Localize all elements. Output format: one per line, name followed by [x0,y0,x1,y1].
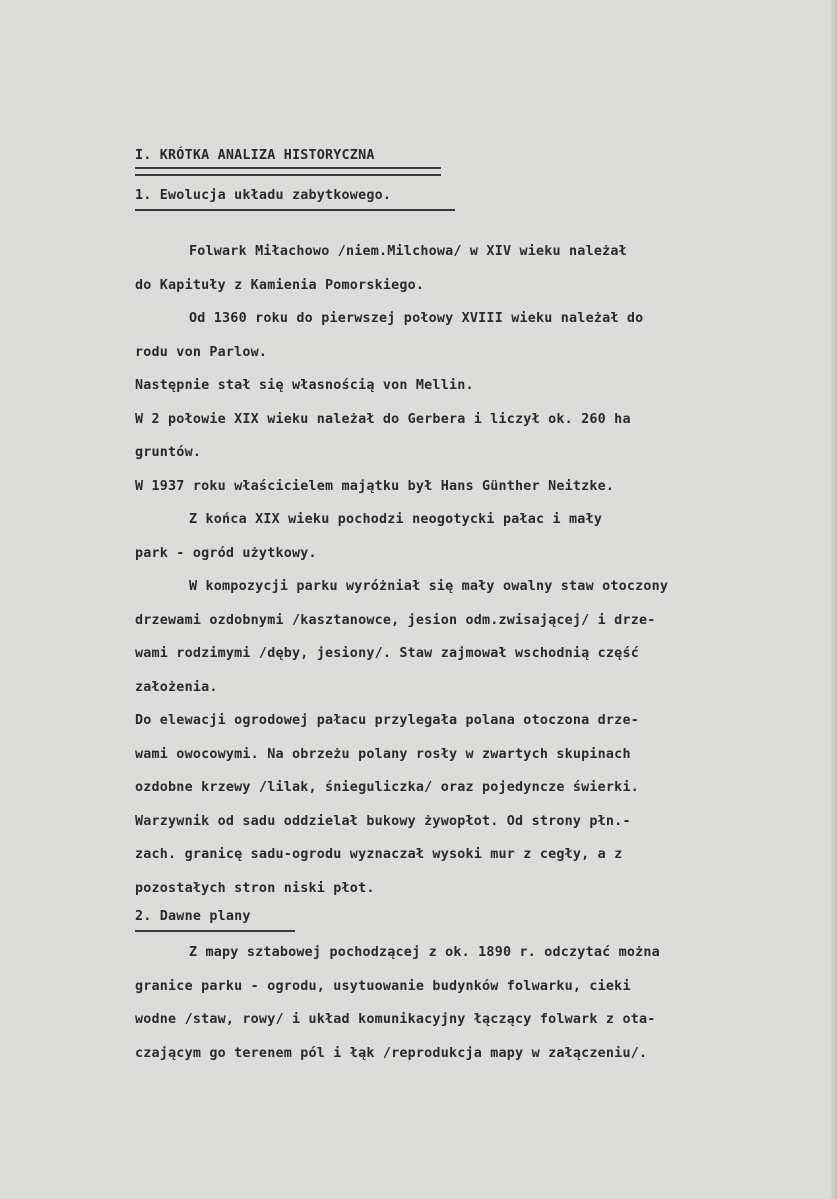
text-line: do Kapituły z Kamienia Pomorskiego. [135,277,425,293]
text-line: Warzywnik od sadu oddzielał bukowy żywopłot. Od strony płn.- [135,813,631,829]
subsection-heading-2: 2. Dawne plany [135,909,251,924]
text-line: Od 1360 roku do pierwszej połowy XVIII wieku należał do [189,311,644,326]
page-edge [831,0,837,1199]
text-line: Z mapy sztabowej pochodzącej z ok. 1890 r. odczytać można [189,945,660,960]
text-line: Następnie stał się własnością von Mellin. [135,378,474,393]
text-line: ozdobne krzewy /lilak, śnieguliczka/ oraz pojedyncze świerki. [135,780,639,795]
text-line: Z końca XIX wieku pochodzi neogotycki pałac i mały [189,512,603,527]
text-line: czającym go terenem pól i łąk /reprodukcja mapy w załączeniu/. [135,1045,648,1061]
text-line: rodu von Parlow. [135,344,268,360]
subsection-heading-1: 1. Ewolucja układu zabytkowego. [135,188,392,203]
text-line: W 2 połowie XIX wieku należał do Gerbera i liczył ok. 260 ha [135,411,631,427]
text-line: wami rodzimymi /dęby, jesiony/. Staw zajmował wschodnią część [135,646,639,661]
text-line: W kompozycji parku wyróżniał się mały owalny staw otoczony [189,579,669,594]
text-line: Folwark Miłachowo /niem.Milchowa/ w XIV wieku należał [189,244,627,259]
text-line: gruntów. [135,445,202,460]
double-underline [135,167,441,176]
text-line: założenia. [135,679,218,695]
text-line: zach. granicę sadu-ogrodu wyznaczał wysoki mur z cegły, a z [135,847,623,862]
text-line: wodne /staw, rowy/ i układ komunikacyjny łączący folwark z ota- [135,1012,656,1027]
typed-text-block [135,146,795,1070]
subsection-underline-2 [135,930,295,932]
text-line: W 1937 roku właścicielem majątku był Hans Günther Neitzke. [135,478,615,494]
text-line: granice parku - ogrodu, usytuowanie budynków folwarku, cieki [135,978,631,994]
subsection-underline-1 [135,209,455,211]
text-line: drzewami ozdobnymi /kasztanowce, jesion odm.zwisającej/ i drze- [135,612,656,628]
text-line: park - ogród użytkowy. [135,545,317,561]
text-line: Do elewacji ogrodowej pałacu przylegała polana otoczona drze- [135,713,639,728]
text-line: pozostałych stron niski płot. [135,880,375,896]
section-title: I. KRÓTKA ANALIZA HISTORYCZNA [135,148,375,163]
text-line: wami owocowymi. Na obrzeżu polany rosły w zwartych skupinach [135,746,631,762]
